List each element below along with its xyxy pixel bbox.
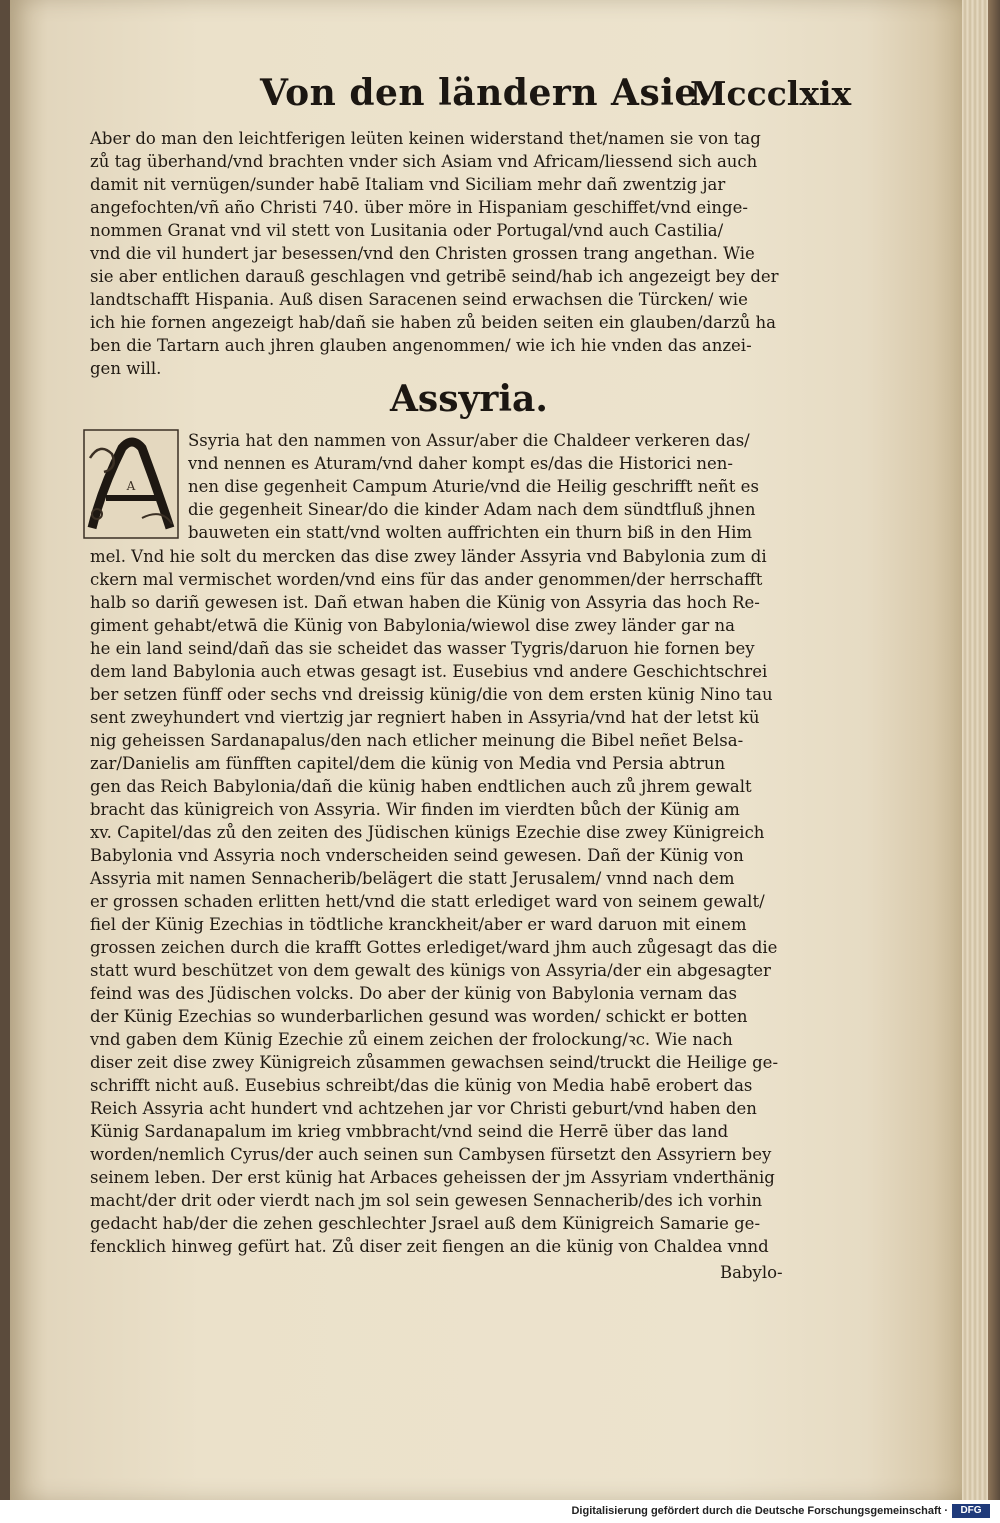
page-edges [962, 0, 1000, 1500]
text-line: macht/der drit oder vierdt nach jm sol sein gewesen Sennacherib/des ich vorhin [90, 1191, 763, 1210]
text-line: vnd die vil hundert jar besessen/vnd den Christen grossen trang angethan. Wie [90, 244, 755, 263]
text-line: halb so dariñ gewesen ist. Dañ etwan haben die Künig von Assyria das hoch Re- [90, 593, 760, 612]
text-line: ich hie fornen angezeigt hab/dañ sie haben zů beiden seiten ein glauben/darzů ha [90, 313, 776, 332]
text-line: vnd nennen es Aturam/vnd daher kompt es/das die Historici nen- [188, 454, 733, 473]
text-line: he ein land seind/dañ das sie scheidet das wasser Tygris/daruon hie fornen bey [90, 639, 755, 658]
text-line: nen dise gegenheit Campum Aturie/vnd die Heilig geschrifft neñt es [188, 477, 759, 496]
text-line: angefochten/vñ año Christi 740. über möre in Hispaniam geschiffet/vnd einge- [90, 198, 748, 217]
text-line: nommen Granat vnd vil stett von Lusitania oder Portugal/vnd auch Castilia/ [90, 221, 724, 240]
text-line: gen will. [90, 359, 162, 378]
text-line: bauweten ein statt/vnd wolten auffrichten ein thurn biß in den Him [188, 523, 753, 542]
running-head-title: Von den ländern Asie. [260, 72, 711, 114]
dfg-logo: DFG [952, 1504, 990, 1518]
text-line: schrifft nicht auß. Eusebius schreibt/das die künig von Media habē erobert das [90, 1076, 753, 1095]
text-line: er grossen schaden erlitten hett/vnd die statt erlediget ward von seinem gewalt/ [90, 892, 765, 911]
text-line: ben die Tartarn auch jhren glauben angenommen/ wie ich hie vnden das anzei- [90, 336, 752, 355]
text-line: sie aber entlichen darauß geschlagen vnd getribē seind/hab ich angezeigt bey der [90, 267, 779, 286]
catchword: Babylo- [720, 1263, 783, 1282]
text-line: Ssyria hat den nammen von Assur/aber die Chaldeer verkeren das/ [188, 431, 750, 450]
text-line: Babylonia vnd Assyria noch vnderscheiden seind gewesen. Dañ der Künig von [90, 846, 744, 865]
text-line: damit nit vernügen/sunder habē Italiam vnd Siciliam mehr dañ zwentzig jar [90, 175, 726, 194]
text-line: ckern mal vermischet worden/vnd eins für das ander genommen/der herrschafft [90, 570, 763, 589]
text-line: bracht das künigreich von Assyria. Wir finden im vierdten bůch der Künig am [90, 800, 740, 819]
text-line: Assyria mit namen Sennacherib/belägert die statt Jerusalem/ vnnd nach dem [90, 869, 735, 888]
text-line: dem land Babylonia auch etwas gesagt ist. Eusebius vnd andere Geschichtschrei [90, 662, 768, 681]
text-line: feind was des Jüdischen volcks. Do aber der künig von Babylonia vernam das [90, 984, 737, 1003]
text-line: gen das Reich Babylonia/dañ die künig haben endtlichen auch zů jhrem gewalt [90, 777, 752, 796]
text-line: zů tag überhand/vnd brachten vnder sich Asiam vnd Africam/liessend sich auch [90, 152, 758, 171]
text-line: landtschafft Hispania. Auß disen Saracenen seind erwachsen die Türcken/ wie [90, 290, 748, 309]
section-heading: Assyria. [390, 378, 548, 420]
text-line: mel. Vnd hie solt du mercken das dise zwey länder Assyria vnd Babylonia zum di [90, 547, 767, 566]
book-page [10, 0, 962, 1500]
text-line: grossen zeichen durch die krafft Gottes erlediget/ward jhm auch zůgesagt das die [90, 938, 778, 957]
text-line: der Künig Ezechias so wunderbarlichen gesund was worden/ schickt er botten [90, 1007, 748, 1026]
text-line: worden/nemlich Cyrus/der auch seinen sun Cambysen fürsetzt den Assyriern bey [90, 1145, 772, 1164]
text-line: ber setzen fünff oder sechs vnd dreissig künig/die von dem ersten künig Nino tau [90, 685, 773, 704]
text-line: diser zeit dise zwey Künigreich zůsammen gewachsen seind/truckt die Heilige ge- [90, 1053, 779, 1072]
text-line: sent zweyhundert vnd viertzig jar regniert haben in Assyria/vnd hat der letst kü [90, 708, 760, 727]
text-line: Reich Assyria acht hundert vnd achtzehen jar vor Christi geburt/vnd haben den [90, 1099, 757, 1118]
text-line: vnd gaben dem Künig Ezechie zů einem zeichen der frolockung/ꝛc. Wie nach [90, 1030, 733, 1049]
text-line: die gegenheit Sinear/do die kinder Adam nach dem sündtfluß jhnen [188, 500, 756, 519]
text-line: statt wurd beschützet von dem gewalt des künigs von Assyria/der ein abgesagter [90, 961, 771, 980]
text-line: fencklich hinweg gefürt hat. Zů diser zeit fiengen an die künig von Chaldea vnnd [90, 1237, 769, 1256]
text-line: Aber do man den leichtferigen leüten keinen widerstand thet/namen sie von tag [90, 129, 761, 148]
digitization-footer [0, 1500, 1000, 1523]
text-line: gedacht hab/der die zehen geschlechter Jsrael auß dem Künigreich Samarie ge- [90, 1214, 761, 1233]
funding-credit: Digitalisierung gefördert durch die Deutsche Forschungsgemeinschaft · [571, 1505, 948, 1517]
text-line: nig geheissen Sardanapalus/den nach etlicher meinung die Bibel neñet Belsa- [90, 731, 744, 750]
text-line: Künig Sardanapalum im krieg vmbbracht/vnd seind die Herrē über das land [90, 1122, 729, 1141]
text-line: giment gehabt/etwā die Künig von Babylonia/wiewol dise zwey länder gar na [90, 616, 735, 635]
decorated-initial-letter [82, 428, 180, 540]
text-line: xv. Capitel/das zů den zeiten des Jüdischen künigs Ezechie dise zwey Künigreich [90, 823, 765, 842]
folio-number: Mccclxix [690, 74, 852, 113]
text-line: fiel der Künig Ezechias in tödtliche kranckheit/aber er ward daruon mit einem [90, 915, 747, 934]
text-line: zar/Danielis am fünfften capitel/dem die künig von Media vnd Persia abtrun [90, 754, 726, 773]
initial-letter-glyph: A [126, 479, 136, 493]
text-line: seinem leben. Der erst künig hat Arbaces geheissen der jm Assyriam vnderthänig [90, 1168, 775, 1187]
